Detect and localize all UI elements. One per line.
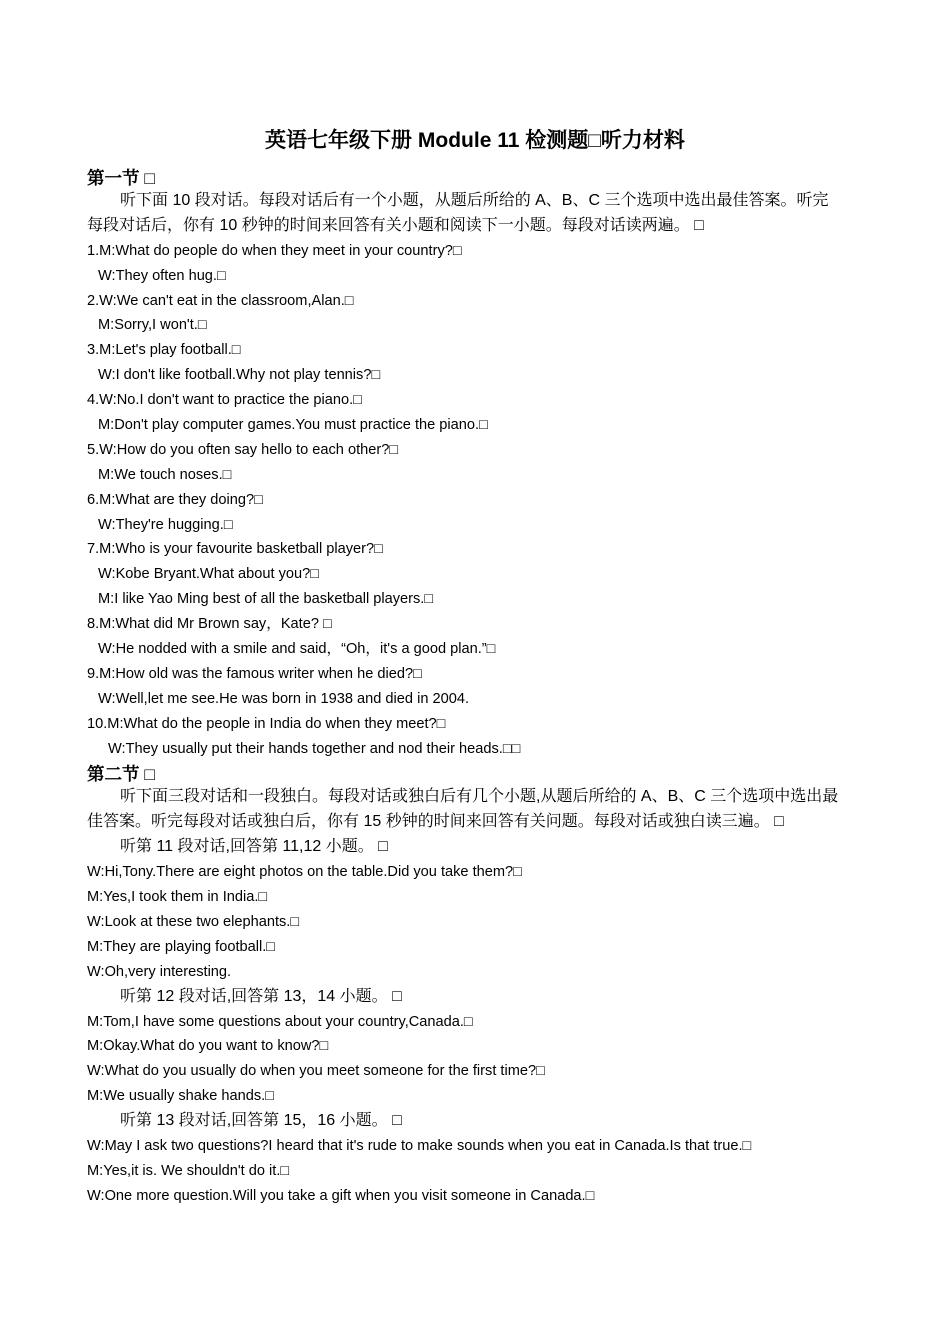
dialogue-line: M:Sorry,I won't.□ bbox=[98, 317, 207, 334]
dialogue-line: M:They are playing football.□ bbox=[87, 938, 276, 955]
dialogue-line: W:What do you usually do when you meet someone for the first time?□ bbox=[87, 1063, 545, 1080]
dialogue-line: 3.M:Let's play football.□ bbox=[87, 342, 241, 359]
dialogue-line: W:They're hugging.□ bbox=[98, 516, 233, 533]
dialogue-line: 8.M:What did Mr Brown say，Kate? □ bbox=[87, 616, 332, 633]
dialogue-line: M:Yes,I took them in India.□ bbox=[87, 889, 268, 906]
dialogue-line: M:Okay.What do you want to know?□ bbox=[87, 1038, 329, 1055]
section-heading: 第一节 □ bbox=[87, 168, 155, 188]
dialogue-line: W:Hi,Tony.There are eight photos on the table.Did you take them?□ bbox=[87, 864, 522, 881]
dialogue-line: W:Well,let me see.He was born in 1938 and died in 2004. bbox=[98, 690, 470, 707]
dialogue-line: 5.W:How do you often say hello to each other?□ bbox=[87, 441, 399, 458]
dialogue-line: W:Look at these two elephants.□ bbox=[87, 913, 300, 930]
dialogue-line: M:I like Yao Ming best of all the basketball players.□ bbox=[98, 591, 434, 608]
dialogue-line: 9.M:How old was the famous writer when he died?□ bbox=[87, 665, 422, 682]
dialogue-line: M:Yes,it is. We shouldn't do it.□ bbox=[87, 1162, 290, 1179]
dialogue-line: W:They often hug.□ bbox=[98, 267, 226, 284]
dialogue-line: 10.M:What do the people in India do when they meet?□ bbox=[87, 715, 446, 732]
instruction-line: 听第 13 段对话,回答第 15，16 小题。 □ bbox=[120, 1112, 402, 1130]
dialogue-line: M:Tom,I have some questions about your country,Canada.□ bbox=[87, 1013, 473, 1030]
instruction-line: 听第 12 段对话,回答第 13，14 小题。 □ bbox=[120, 987, 402, 1005]
instruction-line: 听下面 10 段对话。每段对话后有一个小题，从题后所给的 A、B、C 三个选项中选出最佳答案。听完 bbox=[120, 192, 829, 209]
dialogue-line: W:Oh,very interesting. bbox=[87, 963, 232, 980]
dialogue-line: W:I don't like football.Why not play tennis?□ bbox=[98, 367, 381, 384]
dialogue-line: W:Kobe Bryant.What about you?□ bbox=[98, 566, 320, 583]
dialogue-line: 6.M:What are they doing?□ bbox=[87, 491, 263, 508]
dialogue-line: W:He nodded with a smile and said，“Oh，it's a good plan.”□ bbox=[98, 641, 496, 658]
dialogue-line: M:Don't play computer games.You must practice the piano.□ bbox=[98, 417, 488, 434]
dialogue-line: W:They usually put their hands together and nod their heads.□□ bbox=[108, 740, 521, 757]
dialogue-line: 4.W:No.I don't want to practice the piano.□ bbox=[87, 392, 362, 409]
dialogue-line: M:We touch noses.□ bbox=[98, 466, 232, 483]
document-body bbox=[87, 165, 877, 1209]
dialogue-line: 1.M:What do people do when they meet in your country?□ bbox=[87, 242, 462, 259]
dialogue-line: 7.M:Who is your favourite basketball player?□ bbox=[87, 541, 383, 558]
instruction-line: 每段对话后，你有 10 秒钟的时间来回答有关小题和阅读下一小题。每段对话读两遍。 □ bbox=[87, 216, 704, 234]
instruction-line: 佳答案。听完每段对话或独白后，你有 15 秒钟的时间来回答有关问题。每段对话或独白读三遍。 □ bbox=[87, 813, 784, 831]
dialogue-line: W:One more question.Will you take a gift when you visit someone in Canada.□ bbox=[87, 1187, 595, 1204]
section-heading: 第二节 □ bbox=[87, 764, 155, 785]
document-title: 英语七年级下册 Module 11 检测题□听力材料 bbox=[265, 129, 685, 152]
instruction-line: 听第 11 段对话,回答第 11,12 小题。 □ bbox=[120, 838, 388, 856]
instruction-line: 听下面三段对话和一段独白。每段对话或独白后有几个小题,从题后所给的 A、B、C 三个选项中选出最 bbox=[120, 788, 839, 806]
dialogue-line: W:May I ask two questions?I heard that it's rude to make sounds when you eat in Canada.Is that true.□ bbox=[87, 1137, 752, 1154]
dialogue-line: M:We usually shake hands.□ bbox=[87, 1088, 275, 1105]
dialogue-line: 2.W:We can't eat in the classroom,Alan.□ bbox=[87, 292, 354, 309]
